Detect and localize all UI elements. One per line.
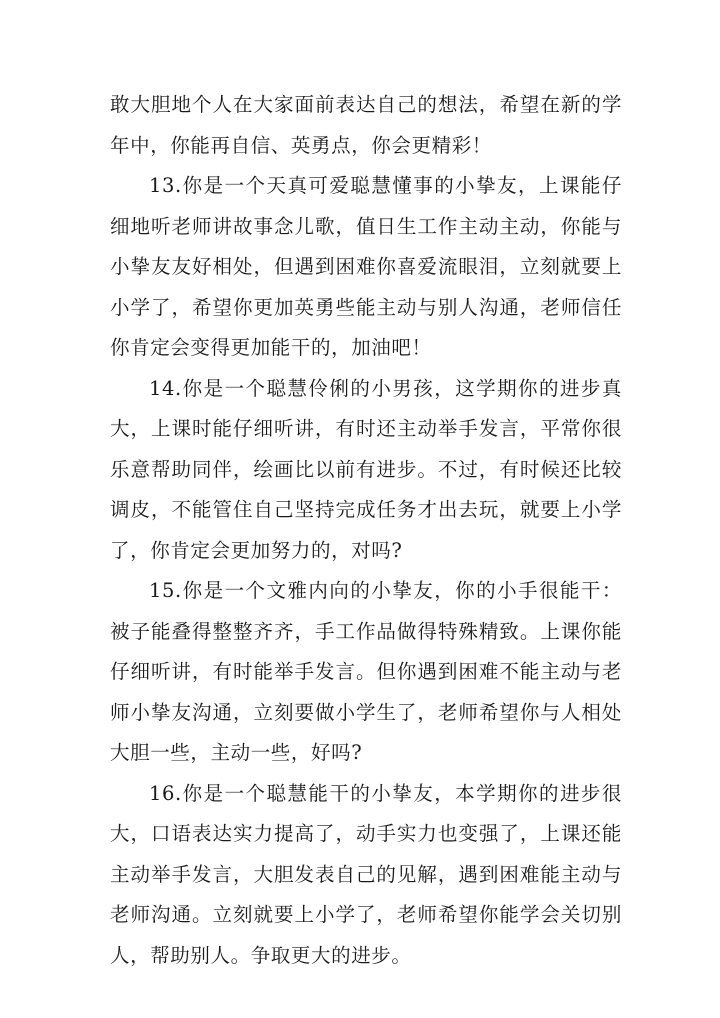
paragraph-item-13: 13.你是一个天真可爱聪慧懂事的小挚友，上课能仔细地听老师讲故事念儿歌，值日生工作主动主动，你能与小挚友友好相处，但遇到困难你喜爱流眼泪，立刻就要上小学了，希望你更加英勇些能主动与别人沟通，老师信任你肯定会变得更加能干的，加油吧！	[110, 174, 622, 359]
paragraph-continuation: 敢大胆地个人在大家面前表达自己的想法，希望在新的学年中，你能再自信、英勇点，你会更精彩！	[110, 93, 622, 157]
paragraph-item-14: 14.你是一个聪慧伶俐的小男孩，这学期你的进步真大，上课时能仔细听讲，有时还主动举手发言，平常你很乐意帮助同伴，绘画比以前有进步。不过，有时候还比较调皮，不能管住自己坚持完成任务才出去玩，就要上小学了，你肯定会更加努力的，对吗?	[110, 376, 622, 562]
paragraph-item-15: 15.你是一个文雅内向的小挚友，你的小手很能干：被子能叠得整整齐齐，手工作品做得特殊精致。上课你能仔细听讲，有时能举手发言。但你遇到困难不能主动与老师小挚友沟通，立刻要做小学生了，老师希望你与人相处大胆一些，主动一些，好吗?	[110, 579, 622, 764]
paragraph-item-16: 16.你是一个聪慧能干的小挚友，本学期你的进步很大，口语表达实力提高了，动手实力也变强了，上课还能主动举手发言，大胆发表自己的见解，遇到困难能主动与老师沟通。立刻就要上小学了，老师希望你能学会关切别人，帮助别人。争取更大的进步。	[110, 781, 622, 967]
body-text	[110, 85, 622, 976]
